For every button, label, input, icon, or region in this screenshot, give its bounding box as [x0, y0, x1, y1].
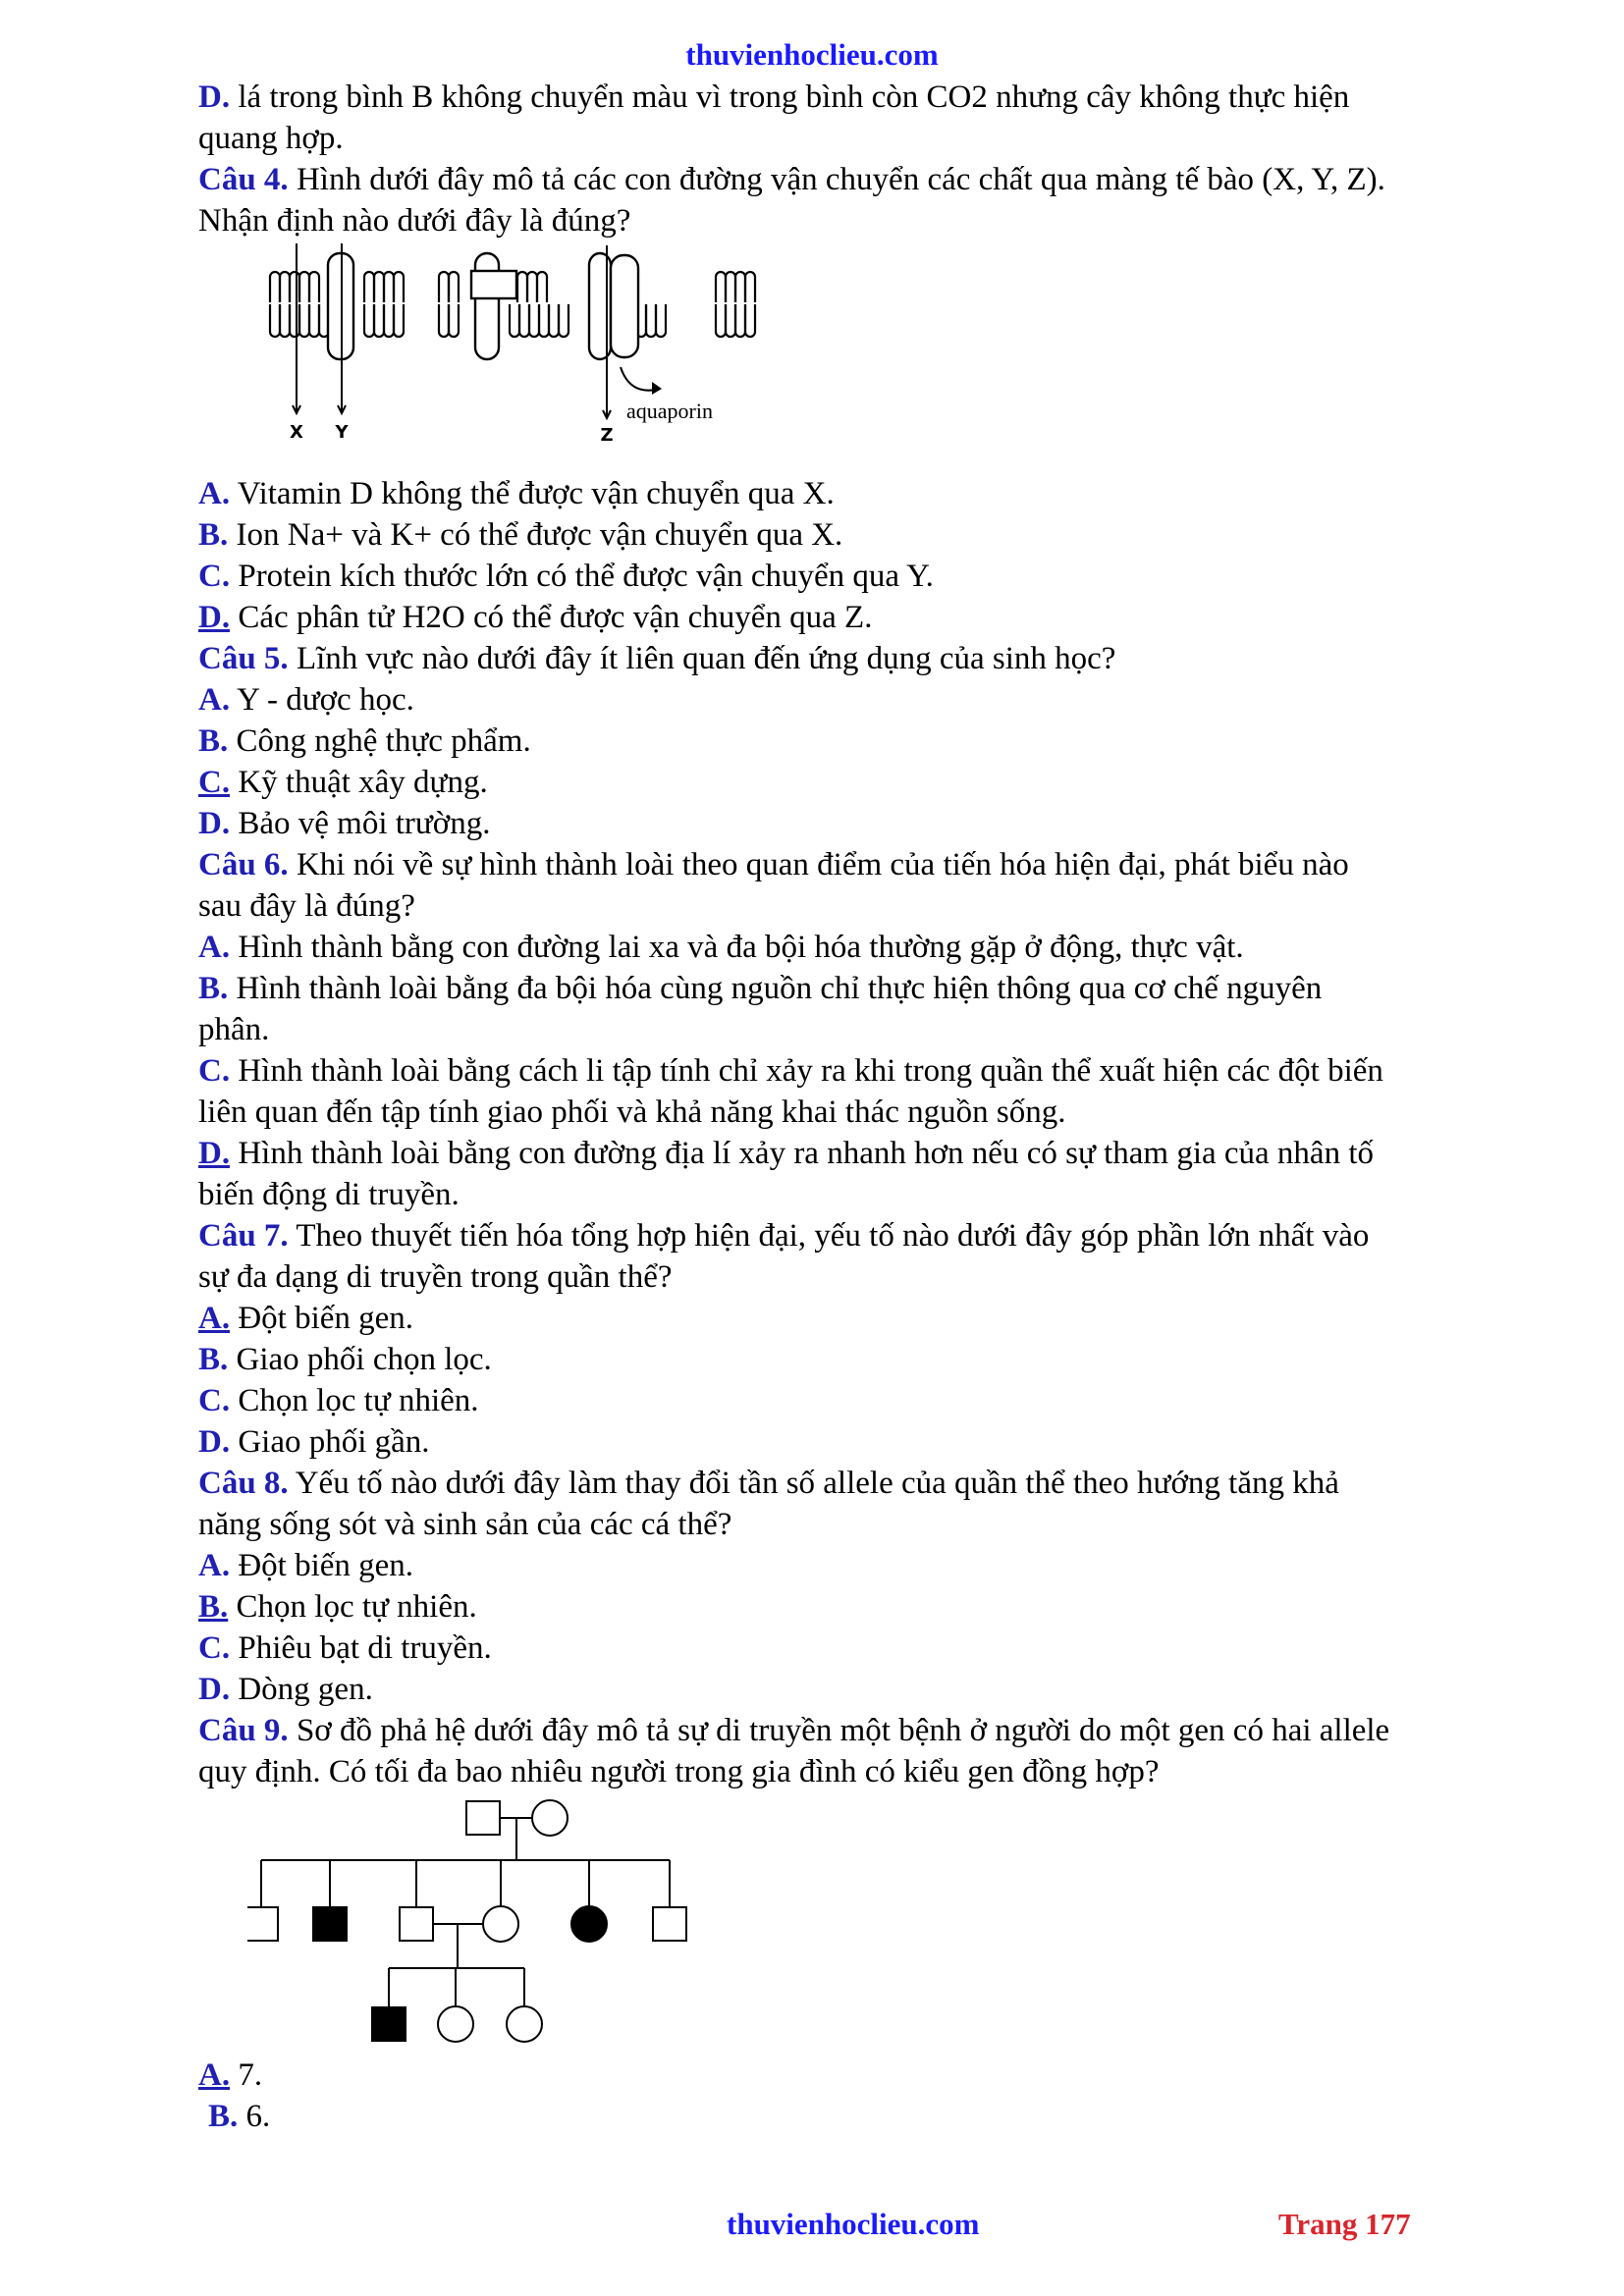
line-text: lá trong bình B không chuyển màu vì trong bình còn CO2 nhưng cây không thực hiện	[238, 80, 1350, 115]
unaffected-male	[653, 1907, 686, 1941]
line-text: Protein kích thước lớn có thể được vận chuyển qua Y.	[238, 559, 934, 594]
membrane-figure-wrap	[198, 241, 1534, 473]
answer-option	[198, 1545, 1534, 1586]
answer-option	[198, 514, 1534, 556]
affected-male	[372, 2007, 406, 2041]
option-label: A.	[198, 1301, 231, 1336]
line-text: liên quan đến tập tính giao phối và khả năng khai thác nguồn sống.	[198, 1095, 1066, 1130]
female-unaffected	[532, 1800, 568, 1836]
question-number: Câu 4.	[198, 162, 289, 197]
aquaporin-label: aquaporin	[626, 399, 713, 423]
line-text: Chọn lọc tự nhiên.	[238, 1383, 479, 1418]
option-label: D.	[198, 600, 231, 635]
option-label: A.	[198, 930, 231, 965]
answer-option	[198, 2055, 1534, 2096]
line-text: 6.	[245, 2099, 271, 2134]
answer-option	[198, 968, 1534, 1009]
answer-option	[198, 679, 1534, 721]
unaffected-male	[400, 1907, 433, 1941]
option-label: D.	[198, 1672, 231, 1707]
line-text: Đột biến gen.	[238, 1548, 414, 1583]
line-text: Phiêu bạt di truyền.	[238, 1630, 492, 1666]
answer-option	[198, 118, 1534, 159]
answer-option	[198, 927, 1534, 968]
answer-option	[198, 1586, 1534, 1628]
option-label: B.	[198, 723, 229, 759]
line-text: Bảo vệ môi trường.	[238, 806, 491, 841]
unaffected-female	[507, 2006, 542, 2042]
line-text: Giao phối gần.	[238, 1424, 430, 1460]
line-text: 7.	[238, 2057, 263, 2093]
pedigree-figure-wrap	[198, 1792, 1534, 2055]
answer-option	[198, 1339, 1534, 1380]
answer-option	[198, 2096, 1534, 2137]
option-label: C.	[198, 1383, 231, 1418]
line-text: Sơ đồ phả hệ dưới đây mô tả sự di truyền một bệnh ở người do một gen có hai allele	[296, 1713, 1390, 1748]
option-label: A.	[198, 476, 231, 511]
line-text: Giao phối chọn lọc.	[236, 1342, 492, 1377]
line-text: Hình thành loài bằng cách li tập tính chỉ xảy ra khi trong quần thể xuất hiện các đột biến	[238, 1053, 1383, 1089]
option-label: A.	[198, 1548, 231, 1583]
option-label: C.	[198, 559, 231, 594]
answer-option	[198, 1669, 1534, 1710]
option-label: D.	[198, 806, 231, 841]
answer-option	[198, 1050, 1534, 1092]
answer-option	[198, 1092, 1534, 1133]
question-text	[198, 200, 1534, 241]
answer-option	[198, 803, 1534, 844]
answer-option	[198, 762, 1534, 803]
answer-option	[198, 77, 1534, 118]
line-text: phân.	[198, 1012, 270, 1047]
option-label: D.	[198, 1136, 231, 1171]
answer-option	[198, 597, 1534, 638]
option-label: B.	[198, 1342, 229, 1377]
site-header[interactable]: thuvienhoclieu.com	[685, 37, 939, 72]
question-text	[198, 1463, 1534, 1504]
option-label: D.	[198, 80, 231, 115]
line-text: biến động di truyền.	[198, 1177, 460, 1212]
option-label: B.	[198, 971, 229, 1006]
line-text: năng sống sót và sinh sản của các cá thể?	[198, 1507, 732, 1542]
line-text: Khi nói về sự hình thành loài theo quan điểm của tiến hóa hiện đại, phát biểu nào	[296, 847, 1349, 882]
label-x: X	[290, 422, 303, 443]
line-text: Y - dược học.	[237, 682, 414, 718]
answer-option	[198, 1174, 1534, 1215]
line-text: Dòng gen.	[238, 1672, 373, 1707]
line-text: quang hợp.	[198, 121, 344, 156]
question-number: Câu 6.	[198, 847, 289, 882]
question-number: Câu 7.	[198, 1218, 289, 1254]
question-number: Câu 9.	[198, 1713, 289, 1748]
line-text: Đột biến gen.	[238, 1301, 414, 1336]
option-label: B.	[208, 2099, 239, 2134]
answer-option	[198, 1380, 1534, 1421]
option-label: D.	[198, 1424, 231, 1460]
line-text: Các phân tử H2O có thể được vận chuyển qua Z.	[238, 600, 873, 635]
label-z: Z	[600, 425, 614, 446]
line-text: Công nghệ thực phẩm.	[236, 723, 531, 759]
line-text: Hình thành loài bằng con đường địa lí xảy ra nhanh hơn nếu có sự tham gia của nhân tố	[238, 1136, 1374, 1171]
question-text	[198, 1504, 1534, 1545]
question-number: Câu 5.	[198, 641, 289, 676]
question-text	[198, 885, 1534, 927]
answer-option	[198, 1628, 1534, 1669]
affected-male	[313, 1907, 347, 1941]
line-text: Vitamin D không thể được vận chuyển qua X.	[237, 476, 835, 511]
answer-option	[198, 556, 1534, 597]
answer-option	[198, 1009, 1534, 1050]
line-text: Chọn lọc tự nhiên.	[236, 1589, 477, 1625]
option-label: C.	[198, 1630, 231, 1666]
line-text: Hình thành loài bằng đa bội hóa cùng nguồn chỉ thực hiện thông qua cơ chế nguyên	[236, 971, 1323, 1006]
question-text	[198, 159, 1534, 200]
answer-option	[198, 721, 1534, 762]
line-text: Theo thuyết tiến hóa tổng hợp hiện đại, yếu tố nào dưới đây góp phần lớn nhất vào	[296, 1218, 1370, 1254]
option-label: A.	[198, 682, 231, 718]
option-label: B.	[198, 517, 229, 553]
pedigree-figure	[247, 1796, 758, 2044]
line-text: Hình thành bằng con đường lai xa và đa bội hóa thường gặp ở động, thực vật.	[238, 930, 1244, 965]
question-text	[198, 638, 1534, 679]
line-text: sự đa dạng di truyền trong quần thể?	[198, 1259, 673, 1295]
option-label: C.	[198, 765, 231, 800]
line-text: quy định. Có tối đa bao nhiêu người trong gia đình có kiểu gen đồng hợp?	[198, 1754, 1160, 1789]
label-y: Y	[335, 422, 349, 443]
answer-option	[198, 1133, 1534, 1174]
option-label: C.	[198, 1053, 231, 1089]
footer-site[interactable]: thuvienhoclieu.com	[727, 2207, 980, 2241]
question-text	[198, 1256, 1534, 1298]
answer-option	[198, 473, 1534, 514]
line-text: Yếu tố nào dưới đây làm thay đổi tần số allele của quần thể theo hướng tăng khả	[295, 1466, 1339, 1501]
line-text: Nhận định nào dưới đây là đúng?	[198, 203, 631, 239]
question-text	[198, 844, 1534, 885]
line-text: Lĩnh vực nào dưới đây ít liên quan đến ứng dụng của sinh học?	[296, 641, 1116, 676]
affected-female	[571, 1906, 607, 1942]
line-text: Kỹ thuật xây dựng.	[238, 765, 488, 800]
answer-option	[198, 1298, 1534, 1339]
question-number: Câu 8.	[198, 1466, 289, 1501]
document-body	[198, 77, 1534, 2137]
line-text: Ion Na+ và K+ có thể được vận chuyển qua X.	[236, 517, 843, 553]
question-text	[198, 1215, 1534, 1256]
page-number: Trang 177	[1278, 2207, 1411, 2241]
membrane-transport-figure	[257, 241, 768, 462]
question-text	[198, 1710, 1534, 1751]
line-text: Hình dưới đây mô tả các con đường vận chuyển các chất qua màng tế bào (X, Y, Z).	[296, 162, 1385, 197]
unaffected-male	[247, 1907, 278, 1941]
question-text	[198, 1751, 1534, 1792]
answer-option	[198, 1421, 1534, 1463]
unaffected-female	[438, 2006, 473, 2042]
option-label: A.	[198, 2057, 231, 2093]
male-unaffected	[466, 1801, 500, 1835]
line-text: sau đây là đúng?	[198, 888, 415, 924]
option-label: B.	[198, 1589, 229, 1625]
unaffected-female	[483, 1906, 518, 1942]
